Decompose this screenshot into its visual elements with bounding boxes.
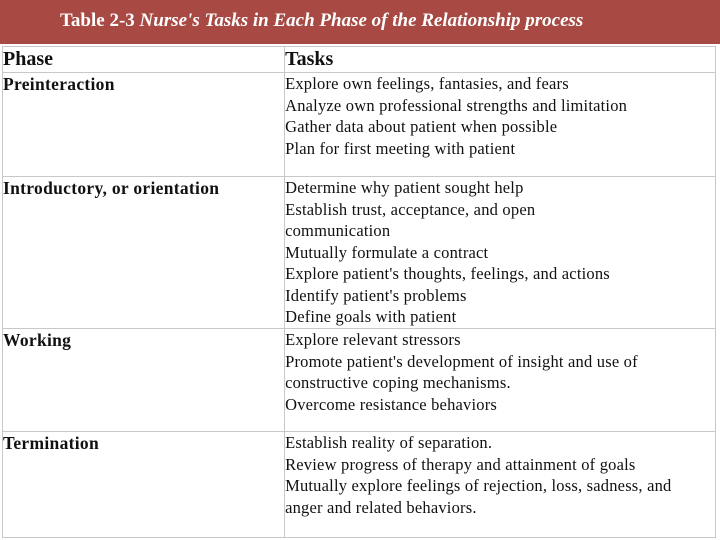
task-item: Gather data about patient when possible xyxy=(285,117,558,136)
tasks-cell-working xyxy=(285,329,716,432)
phase-cell-preinteraction xyxy=(3,73,285,177)
task-item: Promote patient's development of insight and use of constructive coping mechanisms. xyxy=(285,351,638,392)
table-title-bar xyxy=(0,0,720,44)
table-row xyxy=(3,329,716,432)
phase-label: Introductory, or orientation xyxy=(3,178,220,198)
task-item: Analyze own professional strengths and limitation xyxy=(285,95,628,115)
task-item: Explore own feelings, fantasies, and fears xyxy=(285,74,569,93)
task-item: Establish reality of separation. xyxy=(285,433,493,452)
table-row xyxy=(3,177,716,329)
table-row xyxy=(3,73,716,177)
tasks-cell-introductory xyxy=(285,177,716,329)
task-item: Identify patient's problems xyxy=(285,285,467,305)
task-item: Determine why patient sought help xyxy=(285,178,524,197)
phase-label: Termination xyxy=(3,433,99,453)
table-header-row xyxy=(3,47,716,73)
task-item: Explore relevant stressors xyxy=(285,330,461,349)
task-item: Plan for first meeting with patient xyxy=(285,138,516,158)
nurse-tasks-table xyxy=(2,46,716,538)
task-item: Establish trust, acceptance, and open communication xyxy=(285,199,536,240)
column-header-phase: Phase xyxy=(3,47,285,73)
table-title: Nurse's Tasks in Each Phase of the Relationship process xyxy=(139,10,584,31)
task-item: Mutually formulate a contract xyxy=(285,242,489,262)
tasks-cell-termination xyxy=(285,432,716,538)
phase-cell-introductory xyxy=(3,177,285,329)
phase-label: Working xyxy=(3,330,72,350)
task-item: Define goals with patient xyxy=(285,307,457,326)
phase-label: Preinteraction xyxy=(3,74,115,94)
phase-cell-termination xyxy=(3,432,285,538)
tasks-cell-preinteraction xyxy=(285,73,716,177)
column-header-tasks: Tasks xyxy=(285,47,716,73)
task-item: Explore patient's thoughts, feelings, and actions xyxy=(285,264,610,283)
table-row xyxy=(3,432,716,538)
task-item: Overcome resistance behaviors xyxy=(285,394,498,414)
task-item: Review progress of therapy and attainment of goals xyxy=(285,454,636,474)
task-item: Mutually explore feelings of rejection, loss, sadness, and anger and related behaviors. xyxy=(285,476,672,517)
phase-cell-working xyxy=(3,329,285,432)
table-title-number: Table 2-3 xyxy=(60,10,140,31)
